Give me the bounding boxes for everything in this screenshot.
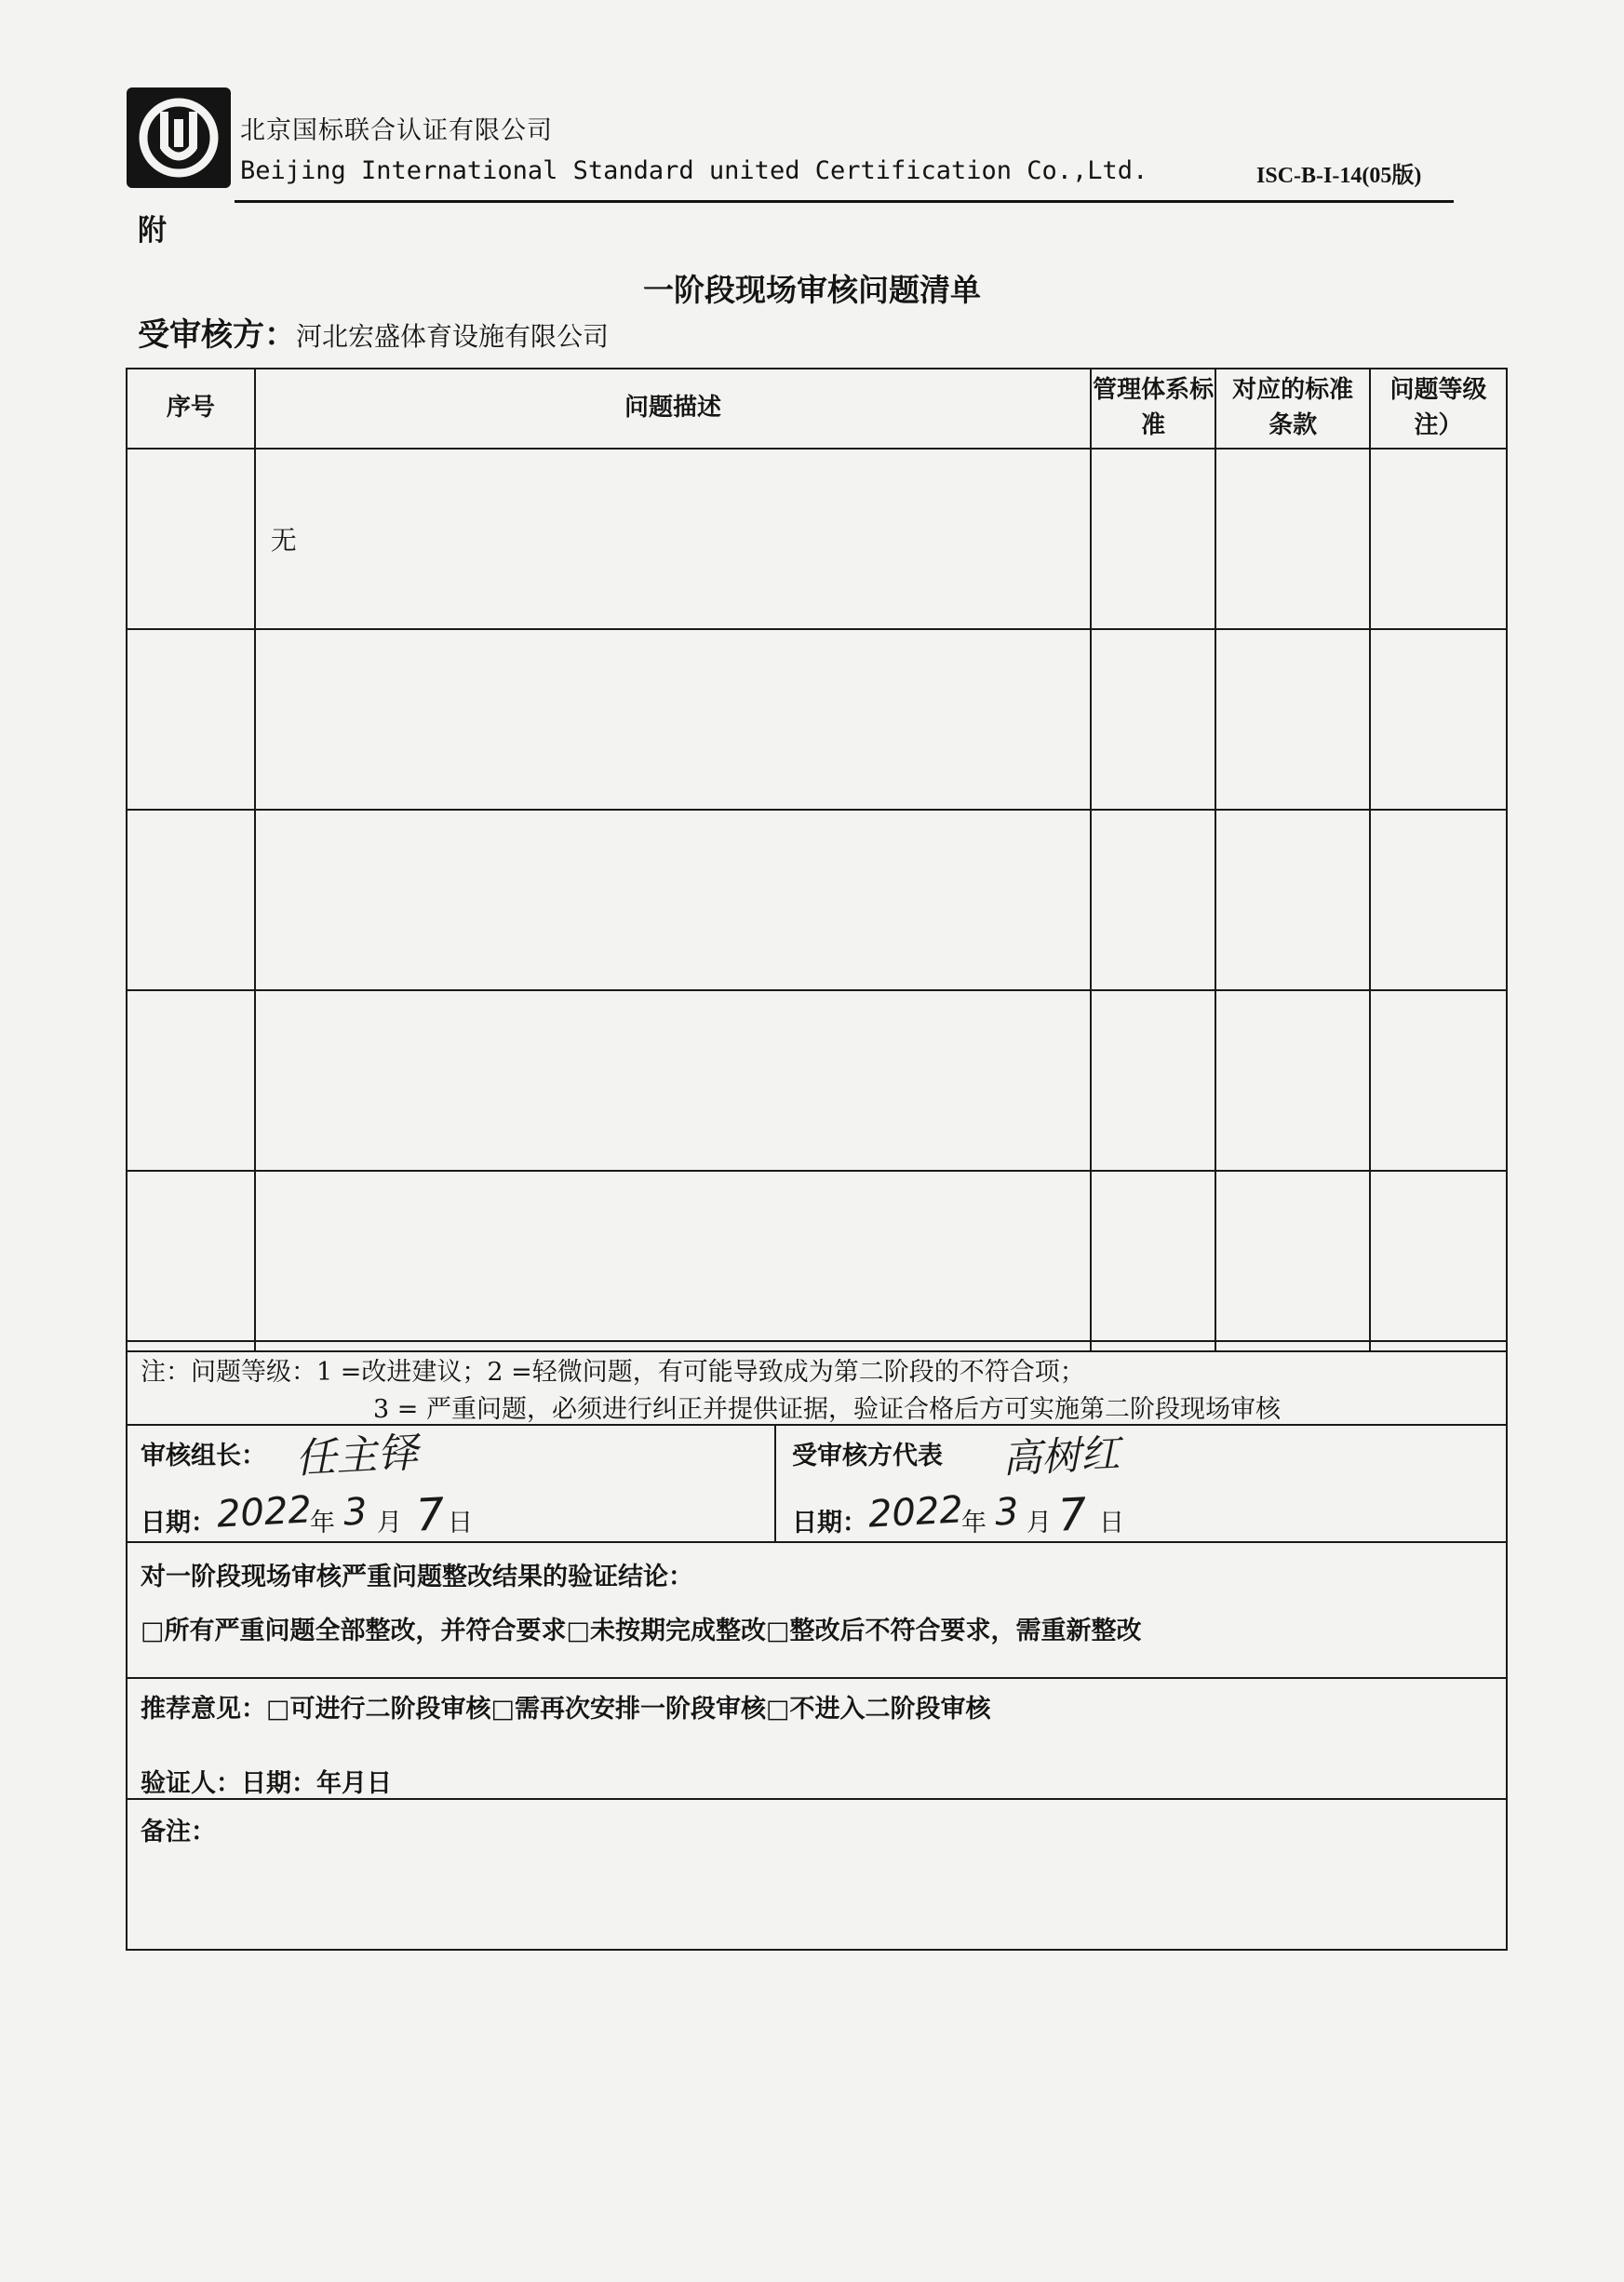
cell-clause <box>1215 449 1370 629</box>
leader-date-day: 7 <box>414 1488 446 1542</box>
signature-box <box>126 1424 1508 1543</box>
grade-note-box <box>126 1340 1508 1426</box>
header-clause: 对应的标准条款 <box>1215 369 1370 449</box>
cell-clause <box>1215 990 1370 1171</box>
verification-options: □所有严重问题全部整改，并符合要求□未按期完成整改□整改后不符合要求，需重新整改 <box>141 1617 1142 1645</box>
header-seq: 序号 <box>127 369 255 449</box>
cell-seq <box>127 1171 255 1351</box>
cell-grade <box>1370 1171 1507 1351</box>
leader-date-year: 2022 <box>215 1488 313 1537</box>
isc-certification-logo-icon <box>127 87 231 188</box>
grade-note-line1: 注：问题等级：1 =改进建议；2 =轻微问题，有可能导致成为第二阶段的不符合项； <box>141 1358 1085 1387</box>
cell-grade <box>1370 629 1507 810</box>
header-divider <box>235 200 1454 203</box>
rep-date-yue: 月 <box>1027 1509 1052 1537</box>
cell-description <box>255 990 1091 1171</box>
table-header-row <box>127 369 1507 449</box>
rep-date-nian: 年 <box>961 1509 986 1537</box>
page-title: 一阶段现场审核问题清单 <box>643 272 981 308</box>
leader-date-nian: 年 <box>310 1509 335 1537</box>
cell-clause <box>1215 1171 1370 1351</box>
cell-description: 无 <box>255 449 1091 629</box>
leader-date-label: 日期： <box>141 1509 216 1537</box>
remarks-label: 备注： <box>141 1818 216 1846</box>
audit-leader-signature: 任主铎 <box>293 1429 420 1483</box>
cell-system-standard <box>1091 449 1215 629</box>
auditee-rep-label: 受审核方代表 <box>792 1442 943 1470</box>
cell-clause <box>1215 629 1370 810</box>
header-grade: 问题等级注） <box>1370 369 1507 449</box>
table-row <box>127 449 1507 629</box>
audit-leader-label: 审核组长： <box>141 1442 266 1470</box>
leader-date-yue: 月 <box>377 1509 402 1537</box>
grade-note-line2: 3 = 严重问题，必须进行纠正并提供证据，验证合格后方可实施第二阶段现场审核 <box>373 1395 1281 1424</box>
verification-title: 对一阶段现场审核严重问题整改结果的验证结论： <box>141 1563 693 1591</box>
issue-table <box>126 368 1508 1352</box>
verification-box <box>126 1541 1508 1679</box>
cell-seq <box>127 990 255 1171</box>
cell-grade <box>1370 990 1507 1171</box>
remarks-box <box>126 1798 1508 1951</box>
cell-seq <box>127 449 255 629</box>
form-code: ISC-B-I-14(05版) <box>1256 164 1422 188</box>
rep-date-ri: 日 <box>1099 1509 1124 1537</box>
cell-grade <box>1370 449 1507 629</box>
cell-seq <box>127 810 255 990</box>
verifier-line: 验证人：日期：年月日 <box>141 1769 392 1798</box>
cell-system-standard <box>1091 1171 1215 1351</box>
cell-system-standard <box>1091 810 1215 990</box>
auditee-name: 河北宏盛体育设施有限公司 <box>296 321 610 352</box>
rep-date-day: 7 <box>1056 1488 1088 1542</box>
table-row <box>127 629 1507 810</box>
company-name-en: Beijing International Standard united Certification Co.,Ltd. <box>240 156 1148 185</box>
rep-date-label: 日期： <box>792 1509 867 1537</box>
attachment-label: 附 <box>138 214 167 248</box>
cell-description <box>255 810 1091 990</box>
recommendation-box <box>126 1677 1508 1800</box>
header-description: 问题描述 <box>255 369 1091 449</box>
recommendation-text: 推荐意见：□可进行二阶段审核□需再次安排一阶段审核□不进入二阶段审核 <box>141 1695 991 1724</box>
cell-grade <box>1370 810 1507 990</box>
cell-system-standard <box>1091 990 1215 1171</box>
cell-system-standard <box>1091 629 1215 810</box>
rep-date-month: 3 <box>993 1490 1020 1535</box>
leader-date-ri: 日 <box>448 1509 473 1537</box>
company-name-cn: 北京国标联合认证有限公司 <box>240 116 553 145</box>
signature-divider <box>774 1424 776 1543</box>
rep-date-year: 2022 <box>866 1488 964 1537</box>
cell-description <box>255 1171 1091 1351</box>
table-row <box>127 1171 1507 1351</box>
header-system-standard: 管理体系标准 <box>1091 369 1215 449</box>
leader-date-month: 3 <box>342 1490 369 1535</box>
auditee-rep-signature: 高树红 <box>1000 1430 1121 1483</box>
cell-clause <box>1215 810 1370 990</box>
table-row <box>127 990 1507 1171</box>
auditee-line <box>138 309 609 355</box>
cell-description <box>255 629 1091 810</box>
table-row <box>127 810 1507 990</box>
auditee-label: 受审核方： <box>138 316 296 354</box>
cell-seq <box>127 629 255 810</box>
